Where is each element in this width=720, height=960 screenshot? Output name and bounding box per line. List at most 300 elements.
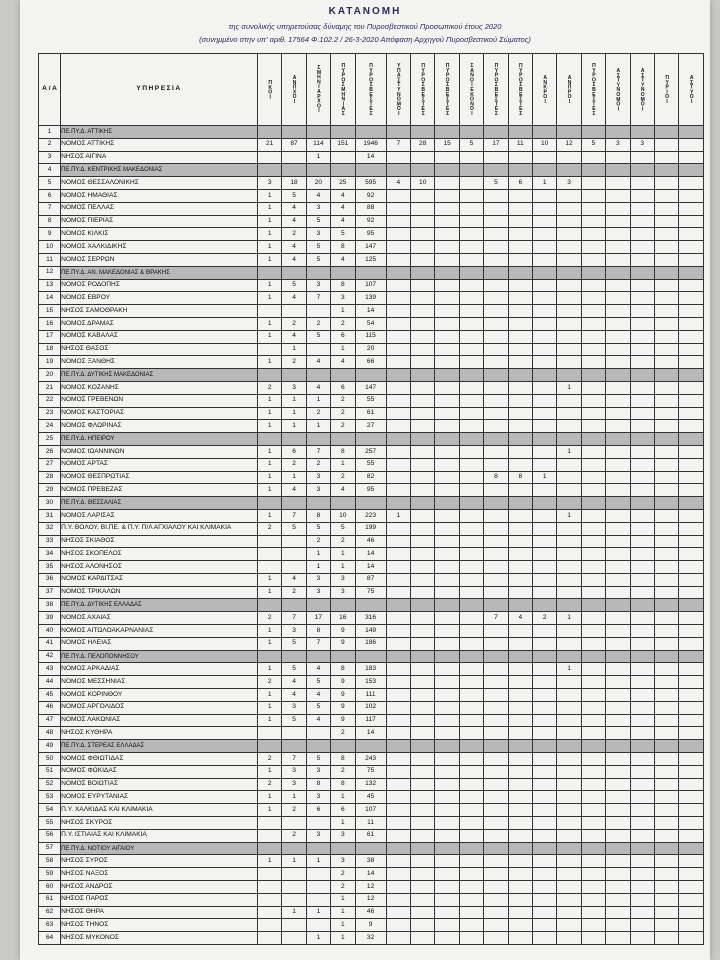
table-row bbox=[39, 177, 704, 190]
value-cell bbox=[679, 535, 704, 548]
value-cell: 107 bbox=[355, 279, 386, 292]
value-cell bbox=[532, 189, 556, 202]
value-cell: 2 bbox=[331, 868, 355, 881]
value-cell bbox=[484, 381, 508, 394]
region-row bbox=[39, 433, 704, 446]
value-cell bbox=[435, 317, 459, 330]
value-cell bbox=[459, 817, 483, 830]
value-cell: 2 bbox=[306, 317, 330, 330]
value-cell bbox=[679, 177, 704, 190]
value-cell bbox=[679, 381, 704, 394]
value-cell bbox=[581, 509, 605, 522]
value-cell bbox=[654, 893, 678, 906]
header-rank-1: ΠΚΟΙ bbox=[257, 54, 281, 126]
service-name: Π.Υ. ΒΟΛΟΥ, ΒΙ.ΠΕ. & Π.Υ. Π/Λ ΑΓΧΙΑΛΟΥ ΚΑΙ ΚΛΙΜΑΚΙΑ bbox=[61, 522, 258, 535]
value-cell: 7 bbox=[306, 292, 330, 305]
value-cell bbox=[459, 509, 483, 522]
value-cell bbox=[679, 202, 704, 215]
value-cell bbox=[435, 689, 459, 702]
value-cell bbox=[459, 305, 483, 318]
service-name: ΝΟΜΟΣ ΛΑΚΩΝΙΑΣ bbox=[61, 714, 258, 727]
value-cell bbox=[532, 126, 556, 139]
header-rank-3: ΣΜΗΝΙΑΡΧΟΙ bbox=[306, 54, 330, 126]
value-cell bbox=[581, 625, 605, 638]
value-cell bbox=[435, 804, 459, 817]
table-row bbox=[39, 151, 704, 164]
row-number: 16 bbox=[39, 317, 61, 330]
value-cell bbox=[606, 650, 630, 663]
value-cell bbox=[411, 765, 435, 778]
value-cell bbox=[532, 650, 556, 663]
value-cell bbox=[654, 356, 678, 369]
value-cell bbox=[679, 138, 704, 151]
value-cell bbox=[386, 573, 410, 586]
table-row bbox=[39, 765, 704, 778]
value-cell: 3 bbox=[282, 625, 306, 638]
value-cell bbox=[508, 753, 532, 766]
value-cell bbox=[386, 932, 410, 945]
value-cell bbox=[557, 625, 581, 638]
value-cell bbox=[679, 676, 704, 689]
table-row bbox=[39, 484, 704, 497]
value-cell bbox=[459, 241, 483, 254]
value-cell bbox=[282, 305, 306, 318]
value-cell bbox=[435, 126, 459, 139]
value-cell bbox=[606, 343, 630, 356]
value-cell bbox=[484, 356, 508, 369]
value-cell bbox=[630, 893, 654, 906]
table-row bbox=[39, 253, 704, 266]
value-cell bbox=[257, 727, 281, 740]
value-cell bbox=[679, 343, 704, 356]
value-cell bbox=[606, 202, 630, 215]
value-cell bbox=[654, 535, 678, 548]
value-cell: 1 bbox=[282, 471, 306, 484]
value-cell bbox=[532, 330, 556, 343]
service-name: Π.Υ. ΙΣΤΙΑΙΑΣ ΚΑΙ ΚΛΙΜΑΚΙΑ bbox=[61, 829, 258, 842]
value-cell bbox=[386, 189, 410, 202]
value-cell bbox=[557, 817, 581, 830]
value-cell: 12 bbox=[355, 881, 386, 894]
value-cell bbox=[606, 612, 630, 625]
value-cell bbox=[557, 535, 581, 548]
value-cell bbox=[386, 343, 410, 356]
value-cell bbox=[508, 497, 532, 510]
value-cell bbox=[654, 164, 678, 177]
value-cell: 1 bbox=[532, 471, 556, 484]
value-cell bbox=[355, 842, 386, 855]
value-cell: 14 bbox=[355, 305, 386, 318]
table-row bbox=[39, 305, 704, 318]
value-cell: 14 bbox=[355, 561, 386, 574]
value-cell: 45 bbox=[355, 791, 386, 804]
row-number: 11 bbox=[39, 253, 61, 266]
service-name: ΝΟΜΟΣ ΚΟΡΙΝΘΟΥ bbox=[61, 689, 258, 702]
row-number: 39 bbox=[39, 612, 61, 625]
service-name: ΝΟΜΟΣ ΚΙΛΚΙΣ bbox=[61, 228, 258, 241]
value-cell bbox=[557, 202, 581, 215]
value-cell: 3 bbox=[331, 586, 355, 599]
value-cell bbox=[508, 817, 532, 830]
value-cell bbox=[606, 228, 630, 241]
value-cell bbox=[606, 855, 630, 868]
value-cell: 1 bbox=[306, 420, 330, 433]
value-cell bbox=[508, 868, 532, 881]
value-cell bbox=[581, 164, 605, 177]
value-cell bbox=[581, 522, 605, 535]
value-cell bbox=[557, 164, 581, 177]
value-cell bbox=[557, 599, 581, 612]
value-cell: 5 bbox=[282, 279, 306, 292]
value-cell: 2 bbox=[331, 727, 355, 740]
value-cell bbox=[386, 714, 410, 727]
value-cell bbox=[557, 932, 581, 945]
row-number: 64 bbox=[39, 932, 61, 945]
value-cell bbox=[606, 906, 630, 919]
value-cell bbox=[630, 906, 654, 919]
value-cell bbox=[679, 637, 704, 650]
value-cell bbox=[435, 561, 459, 574]
value-cell bbox=[654, 586, 678, 599]
value-cell bbox=[306, 868, 330, 881]
service-name: ΝΟΜΟΣ ΗΜΑΘΙΑΣ bbox=[61, 189, 258, 202]
value-cell: 223 bbox=[355, 509, 386, 522]
value-cell: 3 bbox=[331, 855, 355, 868]
value-cell bbox=[508, 765, 532, 778]
value-cell bbox=[508, 714, 532, 727]
service-name: ΝΟΜΟΣ ΞΑΝΘΗΣ bbox=[61, 356, 258, 369]
value-cell bbox=[557, 829, 581, 842]
value-cell bbox=[257, 497, 281, 510]
value-cell bbox=[306, 919, 330, 932]
value-cell: 1 bbox=[257, 484, 281, 497]
region-row bbox=[39, 842, 704, 855]
table-row bbox=[39, 791, 704, 804]
value-cell bbox=[484, 637, 508, 650]
value-cell bbox=[459, 497, 483, 510]
value-cell bbox=[386, 676, 410, 689]
value-cell: 9 bbox=[331, 714, 355, 727]
value-cell bbox=[411, 189, 435, 202]
value-cell bbox=[386, 599, 410, 612]
value-cell bbox=[630, 484, 654, 497]
value-cell: 183 bbox=[355, 663, 386, 676]
value-cell bbox=[557, 650, 581, 663]
row-number: 17 bbox=[39, 330, 61, 343]
value-cell bbox=[581, 433, 605, 446]
value-cell bbox=[508, 381, 532, 394]
value-cell bbox=[606, 164, 630, 177]
value-cell bbox=[679, 612, 704, 625]
row-number: 53 bbox=[39, 791, 61, 804]
value-cell bbox=[508, 356, 532, 369]
value-cell bbox=[630, 535, 654, 548]
value-cell bbox=[654, 279, 678, 292]
value-cell: 5 bbox=[306, 215, 330, 228]
value-cell bbox=[606, 356, 630, 369]
value-cell bbox=[331, 266, 355, 279]
value-cell bbox=[484, 932, 508, 945]
value-cell: 3 bbox=[257, 177, 281, 190]
value-cell bbox=[459, 356, 483, 369]
value-cell bbox=[581, 753, 605, 766]
value-cell bbox=[306, 727, 330, 740]
value-cell bbox=[386, 305, 410, 318]
value-cell bbox=[484, 625, 508, 638]
value-cell bbox=[484, 164, 508, 177]
value-cell bbox=[411, 650, 435, 663]
value-cell bbox=[386, 420, 410, 433]
value-cell bbox=[386, 381, 410, 394]
value-cell bbox=[532, 164, 556, 177]
value-cell bbox=[581, 279, 605, 292]
value-cell bbox=[630, 330, 654, 343]
document-subtitle: της συνολικής υπηρετούσας δύναμης του Πυροσβεστικού Προσωπικού έτους 2020 bbox=[228, 22, 502, 31]
value-cell bbox=[459, 791, 483, 804]
value-cell bbox=[606, 714, 630, 727]
table-row bbox=[39, 778, 704, 791]
value-cell: 15 bbox=[435, 138, 459, 151]
value-cell bbox=[532, 407, 556, 420]
value-cell bbox=[435, 637, 459, 650]
value-cell bbox=[630, 791, 654, 804]
value-cell bbox=[411, 625, 435, 638]
value-cell bbox=[355, 433, 386, 446]
value-cell bbox=[459, 753, 483, 766]
value-cell bbox=[411, 497, 435, 510]
value-cell bbox=[484, 292, 508, 305]
value-cell bbox=[508, 881, 532, 894]
value-cell: 4 bbox=[282, 676, 306, 689]
value-cell: 2 bbox=[282, 829, 306, 842]
value-cell bbox=[435, 356, 459, 369]
value-cell bbox=[508, 855, 532, 868]
value-cell bbox=[508, 663, 532, 676]
value-cell bbox=[331, 599, 355, 612]
row-number: 48 bbox=[39, 727, 61, 740]
value-cell bbox=[411, 714, 435, 727]
service-name: ΝΟΜΟΣ ΗΛΕΙΑΣ bbox=[61, 637, 258, 650]
value-cell: 4 bbox=[282, 292, 306, 305]
value-cell bbox=[630, 215, 654, 228]
row-number: 33 bbox=[39, 535, 61, 548]
value-cell: 14 bbox=[355, 548, 386, 561]
value-cell bbox=[435, 778, 459, 791]
row-number: 8 bbox=[39, 215, 61, 228]
value-cell bbox=[630, 753, 654, 766]
value-cell bbox=[630, 305, 654, 318]
value-cell bbox=[459, 727, 483, 740]
value-cell bbox=[484, 817, 508, 830]
value-cell: 3 bbox=[306, 279, 330, 292]
service-name: ΝΟΜΟΣ ΒΟΙΩΤΙΑΣ bbox=[61, 778, 258, 791]
value-cell bbox=[411, 740, 435, 753]
value-cell bbox=[679, 292, 704, 305]
row-number: 37 bbox=[39, 586, 61, 599]
value-cell bbox=[282, 842, 306, 855]
value-cell bbox=[679, 330, 704, 343]
value-cell: 1 bbox=[257, 241, 281, 254]
value-cell bbox=[459, 458, 483, 471]
value-cell bbox=[484, 548, 508, 561]
value-cell bbox=[484, 484, 508, 497]
value-cell bbox=[282, 650, 306, 663]
value-cell: 4 bbox=[282, 202, 306, 215]
value-cell bbox=[654, 842, 678, 855]
service-name: ΝΟΜΟΣ ΓΡΕΒΕΝΩΝ bbox=[61, 394, 258, 407]
value-cell bbox=[435, 164, 459, 177]
value-cell bbox=[654, 740, 678, 753]
value-cell: 27 bbox=[355, 420, 386, 433]
value-cell bbox=[435, 445, 459, 458]
value-cell bbox=[435, 484, 459, 497]
value-cell bbox=[386, 753, 410, 766]
value-cell bbox=[532, 445, 556, 458]
value-cell bbox=[532, 676, 556, 689]
value-cell bbox=[459, 292, 483, 305]
region-row bbox=[39, 740, 704, 753]
value-cell: 4 bbox=[331, 215, 355, 228]
value-cell bbox=[654, 778, 678, 791]
value-cell bbox=[557, 522, 581, 535]
value-cell: 5 bbox=[306, 522, 330, 535]
value-cell bbox=[411, 932, 435, 945]
region-row bbox=[39, 369, 704, 382]
value-cell: 2 bbox=[257, 778, 281, 791]
value-cell bbox=[606, 919, 630, 932]
value-cell bbox=[331, 842, 355, 855]
value-cell bbox=[257, 868, 281, 881]
value-cell bbox=[282, 727, 306, 740]
value-cell bbox=[581, 663, 605, 676]
value-cell bbox=[435, 420, 459, 433]
value-cell: 1 bbox=[257, 804, 281, 817]
row-number: 14 bbox=[39, 292, 61, 305]
value-cell: 8 bbox=[331, 279, 355, 292]
value-cell bbox=[508, 228, 532, 241]
value-cell bbox=[581, 842, 605, 855]
value-cell bbox=[508, 241, 532, 254]
value-cell bbox=[282, 919, 306, 932]
value-cell bbox=[654, 458, 678, 471]
value-cell: 46 bbox=[355, 906, 386, 919]
value-cell bbox=[581, 855, 605, 868]
service-name: ΝΟΜΟΣ ΘΕΣΠΡΩΤΙΑΣ bbox=[61, 471, 258, 484]
row-number: 6 bbox=[39, 189, 61, 202]
value-cell bbox=[581, 228, 605, 241]
value-cell: 1 bbox=[331, 919, 355, 932]
document-reference-note: (συνημμένο στην υπ' αριθ. 17564 Φ.102.2 / 26-3-2020 Απόφαση Αρχηγού Πυροσβεστικού Σώματος) bbox=[199, 35, 531, 44]
service-name: ΝΗΣΟΣ ΣΥΡΟΣ bbox=[61, 855, 258, 868]
row-number: 31 bbox=[39, 509, 61, 522]
value-cell bbox=[355, 266, 386, 279]
value-cell bbox=[355, 164, 386, 177]
value-cell bbox=[581, 548, 605, 561]
value-cell bbox=[679, 881, 704, 894]
value-cell bbox=[654, 881, 678, 894]
value-cell: 153 bbox=[355, 676, 386, 689]
value-cell bbox=[257, 906, 281, 919]
value-cell bbox=[484, 215, 508, 228]
value-cell bbox=[508, 509, 532, 522]
service-name: ΝΟΜΟΣ ΚΑΣΤΟΡΙΑΣ bbox=[61, 407, 258, 420]
value-cell bbox=[654, 445, 678, 458]
value-cell: 115 bbox=[355, 330, 386, 343]
value-cell bbox=[654, 266, 678, 279]
value-cell bbox=[679, 253, 704, 266]
value-cell bbox=[557, 215, 581, 228]
value-cell: 5 bbox=[282, 714, 306, 727]
value-cell bbox=[257, 266, 281, 279]
value-cell bbox=[557, 420, 581, 433]
value-cell bbox=[306, 343, 330, 356]
value-cell bbox=[435, 612, 459, 625]
value-cell bbox=[411, 522, 435, 535]
value-cell bbox=[411, 279, 435, 292]
value-cell: 2 bbox=[306, 458, 330, 471]
value-cell: 4 bbox=[282, 689, 306, 702]
value-cell: 1 bbox=[557, 663, 581, 676]
value-cell bbox=[654, 369, 678, 382]
value-cell bbox=[484, 689, 508, 702]
value-cell bbox=[435, 433, 459, 446]
value-cell: 2 bbox=[282, 458, 306, 471]
value-cell: 1 bbox=[257, 573, 281, 586]
value-cell: 10 bbox=[411, 177, 435, 190]
value-cell bbox=[435, 343, 459, 356]
value-cell bbox=[654, 420, 678, 433]
value-cell bbox=[630, 253, 654, 266]
value-cell: 16 bbox=[331, 612, 355, 625]
value-cell bbox=[581, 676, 605, 689]
value-cell bbox=[606, 932, 630, 945]
value-cell: 2 bbox=[282, 356, 306, 369]
value-cell bbox=[306, 650, 330, 663]
value-cell: 5 bbox=[484, 177, 508, 190]
service-name: ΝΟΜΟΣ ΤΡΙΚΑΛΩΝ bbox=[61, 586, 258, 599]
header-rank-7: ΠΥΡΟΣΒΕΣΤΕΣ bbox=[411, 54, 435, 126]
value-cell bbox=[679, 126, 704, 139]
value-cell: 5 bbox=[306, 253, 330, 266]
row-number: 12 bbox=[39, 266, 61, 279]
value-cell bbox=[606, 842, 630, 855]
table-row bbox=[39, 202, 704, 215]
table-row bbox=[39, 714, 704, 727]
value-cell: 1 bbox=[331, 893, 355, 906]
value-cell bbox=[532, 535, 556, 548]
value-cell bbox=[581, 868, 605, 881]
value-cell bbox=[355, 740, 386, 753]
value-cell bbox=[654, 637, 678, 650]
value-cell bbox=[435, 599, 459, 612]
value-cell bbox=[581, 804, 605, 817]
row-number: 56 bbox=[39, 829, 61, 842]
value-cell bbox=[435, 369, 459, 382]
value-cell bbox=[331, 151, 355, 164]
value-cell bbox=[630, 727, 654, 740]
value-cell bbox=[532, 433, 556, 446]
value-cell bbox=[557, 740, 581, 753]
value-cell bbox=[484, 740, 508, 753]
value-cell bbox=[459, 330, 483, 343]
value-cell bbox=[630, 932, 654, 945]
value-cell bbox=[435, 701, 459, 714]
value-cell bbox=[557, 586, 581, 599]
value-cell bbox=[679, 305, 704, 318]
value-cell: 1 bbox=[331, 458, 355, 471]
value-cell bbox=[581, 932, 605, 945]
value-cell bbox=[508, 445, 532, 458]
